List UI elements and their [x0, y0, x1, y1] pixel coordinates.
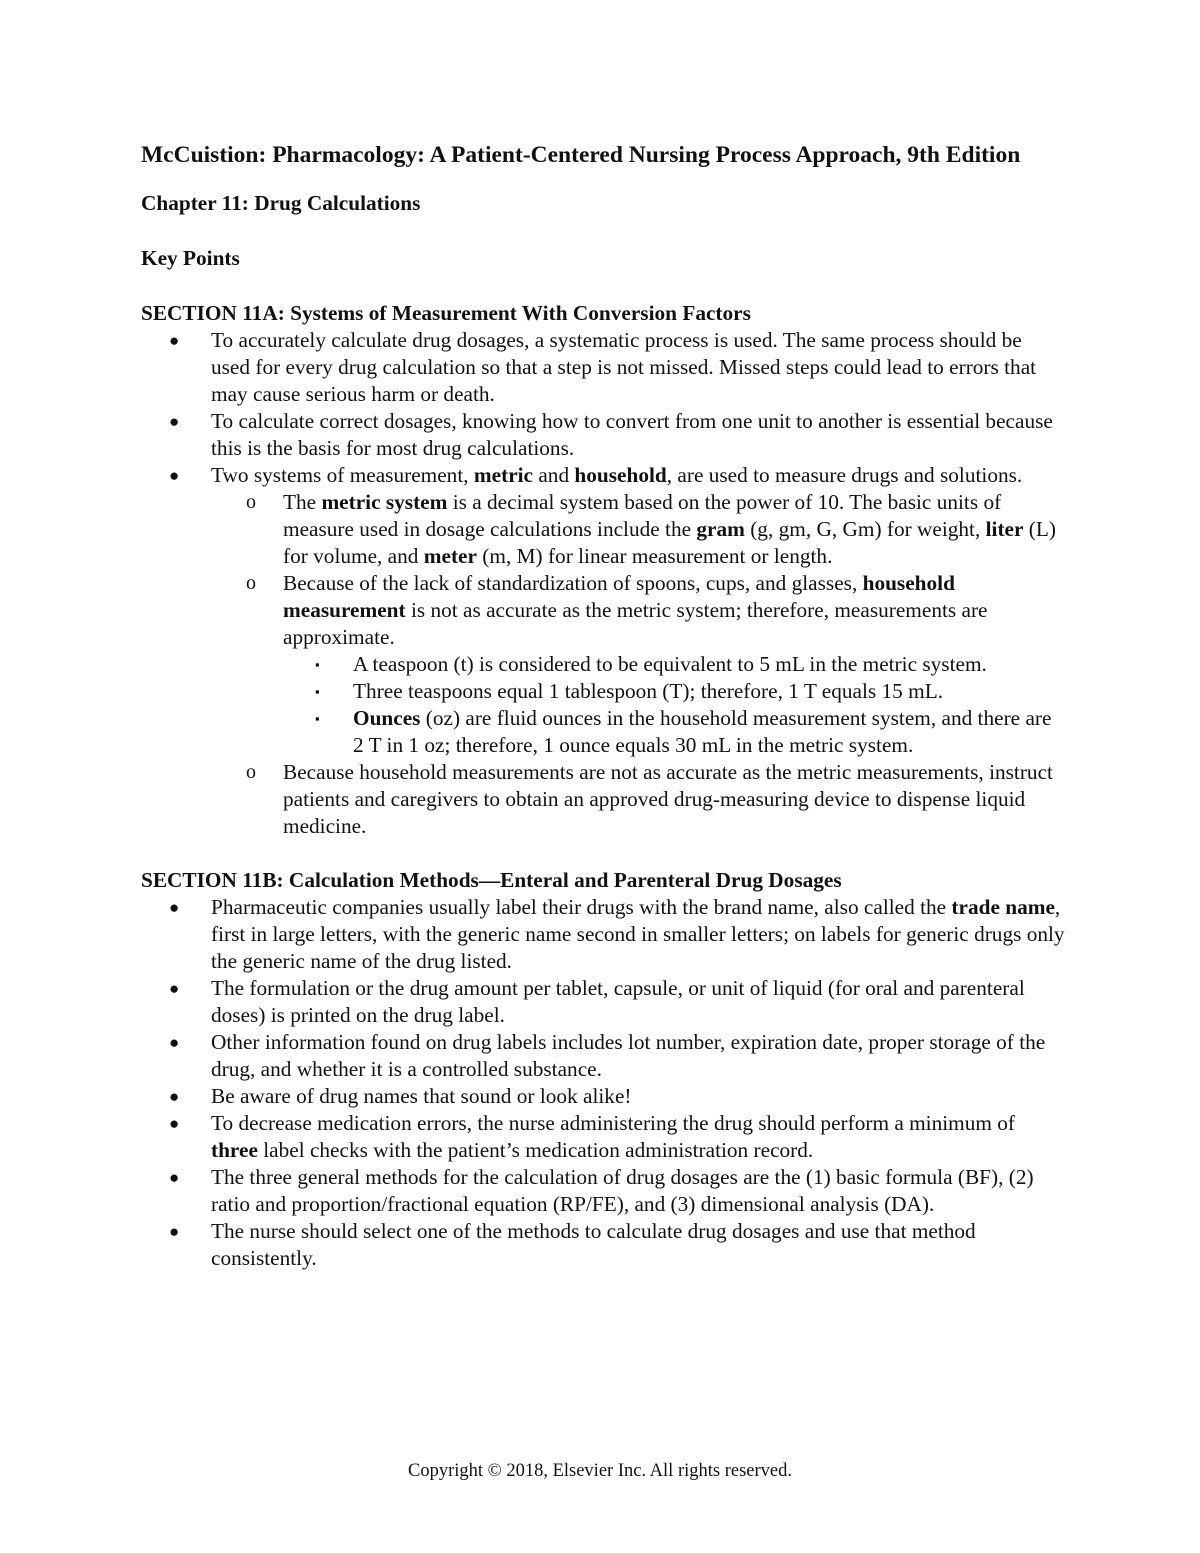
text-run: (m, M) for linear measurement or length. [476, 544, 833, 568]
text-run: Two systems of measurement, [211, 463, 474, 487]
text-run: label checks with the patient’s medication administration record. [257, 1138, 814, 1162]
list-item-text [211, 463, 1022, 487]
section-11b-heading: SECTION 11B: Calculation Methods—Enteral and Parenteral Drug Dosages [141, 868, 842, 892]
text-run: Pharmaceutic companies usually label their drugs with the brand name, also called the [211, 895, 952, 919]
text-run: is a decimal system based on the power of 10. The basic units of measure used in dosage calculations include the [283, 490, 1002, 541]
list-item-text: To accurately calculate drug dosages, a systematic process is used. The same process should be used for every drug calculation so that a step is not missed. Missed steps could lead to errors that may cause serious harm or death. [211, 328, 1037, 406]
bold-term: liter [985, 517, 1024, 541]
bullet-icon: ● [169, 1033, 180, 1052]
chapter-heading: Chapter 11: Drug Calculations [141, 191, 421, 215]
bold-term: trade name [951, 895, 1055, 919]
bold-term: household measurement [283, 571, 955, 622]
text-run: To decrease medication errors, the nurse administering the drug should perform a minimum of [211, 1111, 1016, 1135]
list-item [141, 462, 1066, 840]
list-item [141, 975, 1066, 1029]
list-item [141, 1029, 1066, 1083]
list-item-text: The formulation or the drug amount per tablet, capsule, or unit of liquid (for oral and parenteral doses) is printed on the drug label. [211, 976, 1025, 1027]
bullet-icon: ● [169, 331, 180, 350]
list-item-text: Three teaspoons equal 1 tablespoon (T); therefore, 1 T equals 15 mL. [353, 679, 944, 703]
square-bullet-icon: ▪ [315, 711, 320, 726]
list-item [141, 1083, 1066, 1110]
list-item-text [353, 706, 1051, 757]
copyright-footer: Copyright © 2018, Elsevier Inc. All rights reserved. [408, 1461, 792, 1481]
sub-list-item [211, 570, 1066, 759]
text-run: The [283, 490, 322, 514]
list-item-text: The nurse should select one of the methods to calculate drug dosages and use that method consistently. [211, 1219, 976, 1270]
bullet-icon: ● [169, 412, 180, 431]
circle-bullet-icon: o [246, 761, 256, 783]
list-item-text: A teaspoon (t) is considered to be equivalent to 5 mL in the metric system. [353, 652, 987, 676]
text-run: (g, gm, G, Gm) for weight, [744, 517, 986, 541]
text-run: , first in large letters, with the generic name second in smaller letters; on labels for generic drugs only the generic name of the drug listed. [211, 895, 1065, 973]
sub-sub-list-item [283, 678, 1066, 705]
bullet-icon: ● [169, 1087, 180, 1106]
bullet-icon: ● [169, 1168, 180, 1187]
list-item-text [283, 490, 1056, 568]
bold-term: meter [423, 544, 477, 568]
key-points-heading: Key Points [141, 246, 240, 270]
bold-term: metric [473, 463, 534, 487]
document-body [141, 138, 1066, 1272]
bullet-icon: ● [169, 898, 180, 917]
text-run: (oz) are fluid ounces in the household measurement system, and there are 2 T in 1 oz; therefore, 1 ounce equals 30 mL in the metric system. [353, 706, 1052, 757]
sub-list [211, 489, 1066, 840]
list-item-text: The three general methods for the calculation of drug dosages are the (1) basic formula (BF), (2) ratio and proportion/fractional equation (RP/FE), and (3) dimensional analysis (DA). [211, 1165, 1034, 1216]
list-item [141, 1164, 1066, 1218]
list-item-text [211, 895, 1065, 973]
list-item [141, 327, 1066, 408]
square-bullet-icon: ▪ [315, 657, 320, 672]
bullet-icon: ● [169, 466, 180, 485]
text-run: is not as accurate as the metric system; therefore, measurements are approximate. [283, 598, 988, 649]
list-item-text: Other information found on drug labels includes lot number, expiration date, proper storage of the drug, and whether it is a controlled substance. [211, 1030, 1046, 1081]
sub-sub-list [283, 651, 1066, 759]
bold-term: metric system [321, 490, 448, 514]
list-item [141, 1218, 1066, 1272]
text-run: (L) for volume, and [283, 517, 1056, 568]
list-item-text: To calculate correct dosages, knowing how to convert from one unit to another is essential because this is the basis for most drug calculations. [211, 409, 1053, 460]
list-item-text [283, 571, 988, 649]
list-item-text: Be aware of drug names that sound or look alike! [211, 1084, 632, 1108]
bullet-icon: ● [169, 1114, 180, 1133]
circle-bullet-icon: o [246, 572, 256, 594]
list-item [141, 894, 1066, 975]
sub-list-item [211, 759, 1066, 840]
text-run: Because of the lack of standardization of spoons, cups, and glasses, [283, 571, 863, 595]
list-item [141, 1110, 1066, 1164]
section-11b-list [141, 894, 1066, 1272]
square-bullet-icon: ▪ [315, 684, 320, 699]
bullet-icon: ● [169, 979, 180, 998]
text-run: , are used to measure drugs and solutions. [666, 463, 1023, 487]
sub-list-item [211, 489, 1066, 570]
bold-term: household [574, 463, 667, 487]
bold-term: gram [696, 517, 745, 541]
section-11a-heading: SECTION 11A: Systems of Measurement With Conversion Factors [141, 301, 751, 325]
bold-term: Ounces [353, 706, 421, 730]
section-11a-list [141, 327, 1066, 840]
sub-sub-list-item [283, 705, 1066, 759]
circle-bullet-icon: o [246, 491, 256, 513]
bold-term: three [211, 1138, 258, 1162]
bullet-icon: ● [169, 1222, 180, 1241]
list-item [141, 408, 1066, 462]
list-item-text: Because household measurements are not as accurate as the metric measurements, instruct patients and caregivers to obtain an approved drug-measuring device to dispense liquid medicine. [283, 760, 1053, 838]
text-run: and [533, 463, 575, 487]
list-item-text [211, 1111, 1015, 1162]
sub-sub-list-item [283, 651, 1066, 678]
document-title: McCuistion: Pharmacology: A Patient-Centered Nursing Process Approach, 9th Edition [141, 142, 1021, 168]
